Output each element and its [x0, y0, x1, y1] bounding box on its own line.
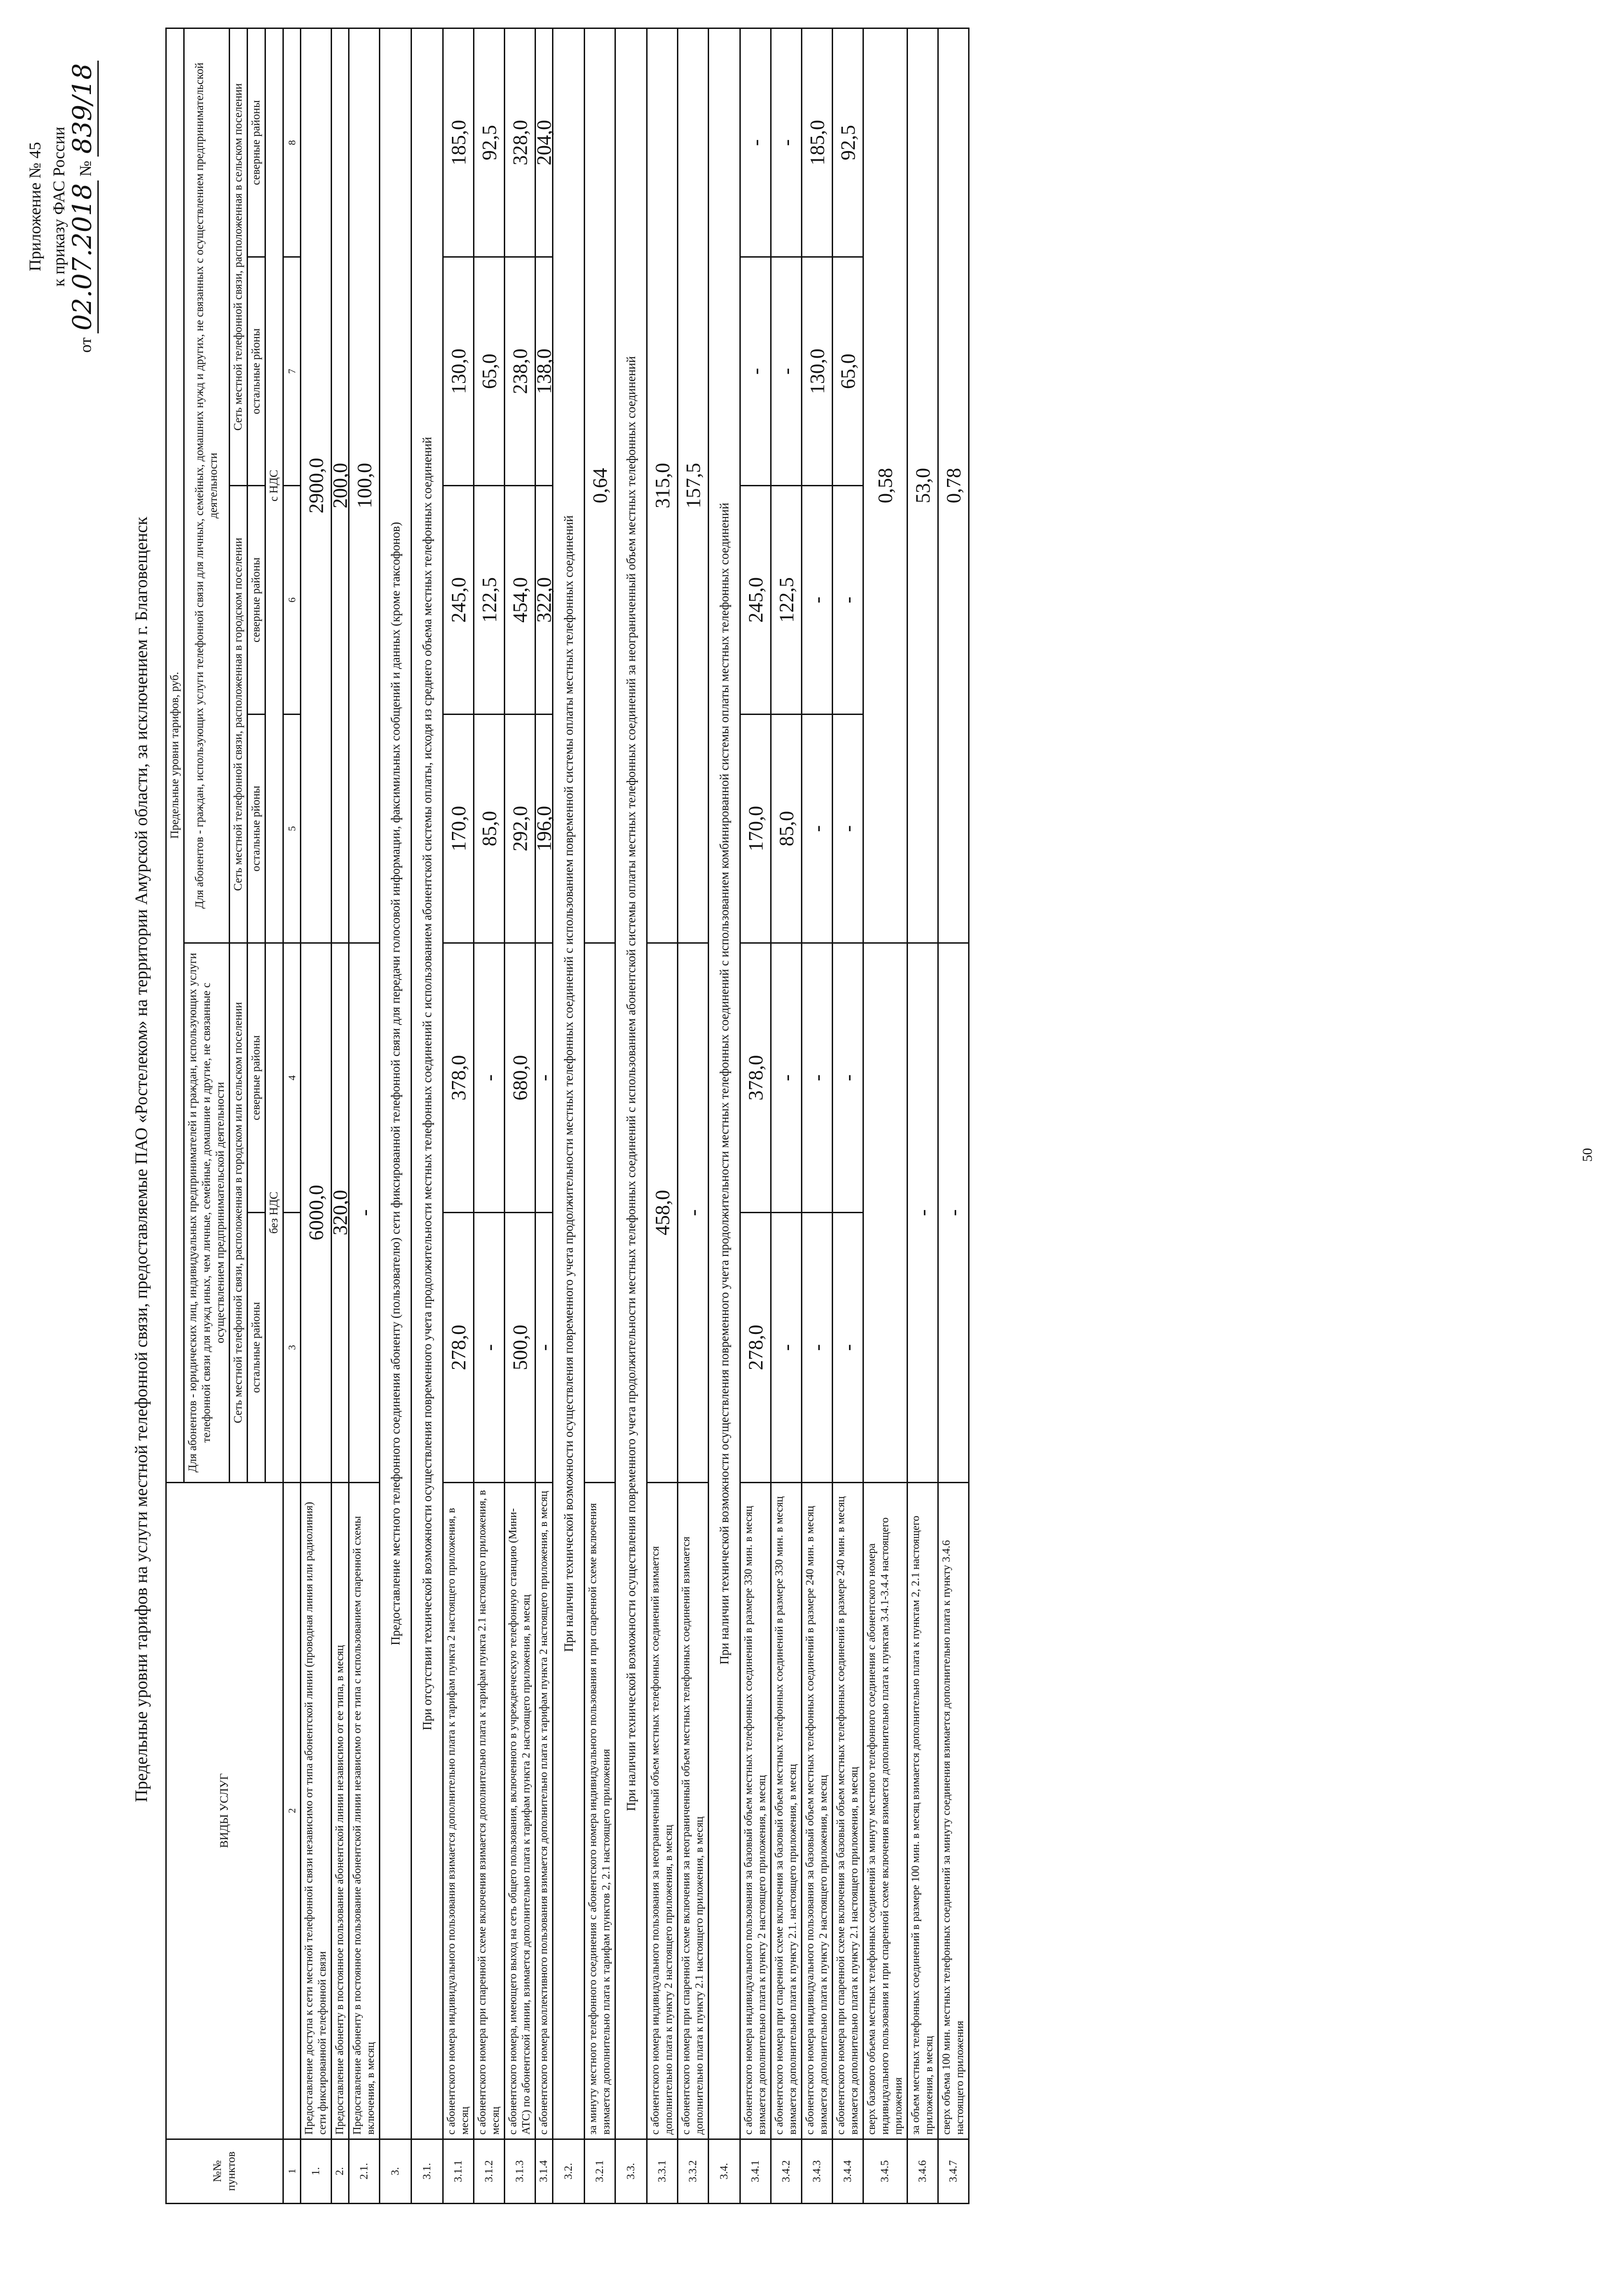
header-col-num: №№ пунктов: [166, 2139, 283, 2203]
table-row: [349, 28, 380, 2204]
number-prefix: №: [76, 160, 95, 177]
tariff-value: 454,0: [505, 486, 535, 715]
header-group-citizens: Для абонентов - граждан, использующих услуги телефонной связи для личных, семейных, домашних нужд и других, не связанных с осуществлением предпринимательской деятельности: [184, 28, 230, 943]
service-description: с абонентского номера индивидуального пользования за базовый объем местных телефонных соединений в размере 330 мин. в месяц взимается дополнительно плата к пункту 2 настоящего приложения, в месяц: [740, 1482, 771, 2139]
service-description: с абонентского номера при спаренной схеме включения за базовый объем местных телефонных соединений в размере 240 мин. в месяц взимается дополнительно плата к пункту 2.1 настоящего приложения, в месяц: [833, 1482, 863, 2139]
tariff-value: -: [833, 943, 863, 1212]
header-group-legal: Для абонентов - юридических лиц, индивидуальных предпринимателей и граждан, использующих услуги телефонной связи для нужд иных, чем личные, семейные, домашние и другие, не связанные с осуществлением предпринимательской деятельности: [184, 943, 230, 1482]
service-description: с абонентского номера при спаренной схеме включения взимается дополнительно плата к тарифам пункта 2.1 настоящего приложения, в месяц: [474, 1482, 505, 2139]
tariff-value-legal: -: [678, 943, 709, 1482]
table-row: [938, 28, 969, 2204]
tariff-value-legal: 6000,0: [301, 943, 332, 1482]
tariff-value-legal: 458,0: [647, 943, 678, 1482]
item-number: 3.3.: [615, 2139, 647, 2203]
service-description: Предоставление абоненту в постоянное пользование абонентской линии независимо от ее типа, в месяц: [332, 1482, 349, 2139]
table-row: [474, 28, 505, 2204]
tariff-value: -: [740, 257, 771, 486]
tariff-value: 185,0: [443, 28, 474, 257]
table-row: [332, 28, 349, 2204]
tariff-value-citizens: 0,58: [863, 28, 907, 943]
item-number: 3.1.1: [443, 2139, 474, 2203]
section-heading: При наличии технической возможности осуществления повременного учета продолжительности местных телефонных соединений с использованием комбинированной системы оплаты местных телефонных соединений: [709, 28, 740, 2139]
item-number: 3.3.1: [647, 2139, 678, 2203]
tariff-value-citizens: 0,78: [938, 28, 969, 943]
tariff-value-legal: -: [938, 943, 969, 1482]
tariff-table: [165, 28, 969, 2204]
service-description: Предоставление доступа к сети местной телефонной связи независимо от типа абонентской линии (проводная линия или радиолиния) сети фиксированной телефонной связи: [301, 1482, 332, 2139]
tariff-value: -: [535, 1213, 553, 1482]
column-index: 7: [283, 257, 301, 486]
tariff-value: -: [802, 715, 833, 943]
column-index: 3: [283, 1213, 301, 1482]
appendix-date-line: [68, 32, 97, 381]
tariff-value: 65,0: [474, 257, 505, 486]
section-row: [615, 28, 647, 2204]
service-description: Предоставление абоненту в постоянное пользование абонентской линии независимо от ее типа с использованием спаренной схемы включения, в месяц: [349, 1482, 380, 2139]
tariff-value: 170,0: [740, 715, 771, 943]
item-number: 3.4.4: [833, 2139, 863, 2203]
item-number: 3.4.7: [938, 2139, 969, 2203]
tariff-value: 92,5: [833, 28, 863, 257]
appendix-line-2: к приказу ФАС России: [50, 126, 68, 287]
section-heading: Предоставление местного телефонного соединения абоненту (пользователю) сети фиксированной телефонной связи для передачи голосовой информации, факсимильных сообщений и данных (кроме таксофонов): [380, 28, 411, 2139]
item-number: 2.1.: [349, 2139, 380, 2203]
service-description: за минуту местного телефонного соединения с абонентского номера индивидуального пользования и при спаренной схеме включения взимается дополнительно плата к тарифам пунктов 2, 2.1 настоящего приложения: [585, 1482, 615, 2139]
tariff-value: 185,0: [802, 28, 833, 257]
service-description: с абонентского номера коллективного пользования взимается дополнительно плата к тарифам пункта 2 настоящего приложения, в месяц: [535, 1482, 553, 2139]
tariff-value: 170,0: [443, 715, 474, 943]
tariff-value: 122,5: [771, 486, 802, 715]
column-index: 4: [283, 943, 301, 1212]
tariff-value: 130,0: [802, 257, 833, 486]
tariff-value: 92,5: [474, 28, 505, 257]
tariff-value: -: [833, 715, 863, 943]
header-other-5: остальные рйоны: [248, 715, 265, 943]
item-number: 3.1.4: [535, 2139, 553, 2203]
header-other-7: остальные рйоны: [248, 257, 265, 486]
section-row: [380, 28, 411, 2204]
column-index: 1: [283, 2139, 301, 2203]
column-index-row: [283, 28, 301, 2204]
item-number: 3.4.: [709, 2139, 740, 2203]
tariff-value-legal: [585, 943, 615, 1482]
tariff-value: -: [833, 1213, 863, 1482]
header-northern-6: северные районы: [248, 486, 265, 715]
column-index: 5: [283, 715, 301, 943]
item-number: 3.: [380, 2139, 411, 2203]
tariff-value-legal: [863, 943, 907, 1482]
item-number: 3.1.2: [474, 2139, 505, 2203]
item-number: 3.3.2: [678, 2139, 709, 2203]
service-description: с абонентского номера, имеющего выход на сеть общего пользования, включенного в учрежденческую телефонную станцию (Мини-АТС) по абонентской линии, взимается дополнительно плата к тарифам пункта 2 настоящего приложения, в месяц: [505, 1482, 535, 2139]
table-row: [505, 28, 535, 2204]
header-other-3: остальные районы: [248, 1213, 265, 1482]
tariff-value: 322,0: [535, 486, 553, 715]
tariff-value-citizens: 100,0: [349, 28, 380, 943]
table-row: [678, 28, 709, 2204]
tariff-value: -: [474, 1213, 505, 1482]
tariff-value: -: [535, 943, 553, 1212]
header-net-city: Сеть местной телефонной связи, расположенная в городском поселении: [230, 486, 248, 943]
section-row: [411, 28, 443, 2204]
service-description: за объем местных телефонных соединений в размере 100 мин. в месяц взимается дополнительно плата к пунктам 2, 2.1 настоящего приложения, в месяц: [907, 1482, 938, 2139]
tariff-value: -: [802, 1213, 833, 1482]
tariff-value: 500,0: [505, 1213, 535, 1482]
item-number: 3.2.1: [585, 2139, 615, 2203]
section-heading: При отсутствии технической возможности осуществления повременного учета продолжительности местных телефонных соединений с использованием абонентской системы оплаты, исходя из среднего объема местных телефонных соединений: [411, 28, 443, 2139]
tariff-value: 130,0: [443, 257, 474, 486]
handwritten-number: 839/18: [68, 61, 99, 157]
item-number: 3.4.2: [771, 2139, 802, 2203]
section-row: [553, 28, 585, 2204]
header-tariff-levels: Предельные уровни тарифов, руб.: [166, 28, 184, 1483]
tariff-value-legal: -: [349, 943, 380, 1482]
tariff-value: -: [802, 943, 833, 1212]
table-row: [647, 28, 678, 2204]
item-number: 3.4.6: [907, 2139, 938, 2203]
header-vat-incl: с НДС: [265, 28, 283, 943]
tariff-value: 204,0: [535, 28, 553, 257]
tariff-value-citizens: 200,0: [332, 28, 349, 943]
column-index: 2: [283, 1482, 301, 2139]
header-net-rural: Сеть местной телефонной связи, расположенная в сельском поселении: [230, 28, 248, 486]
tariff-value: 122,5: [474, 486, 505, 715]
service-description: сверх объема 100 мин. местных телефонных соединений за минуту соединения взимается дополнительно плата к пункту 3.4.6 настоящего приложения: [938, 1482, 969, 2139]
header-col-services: ВИДЫ УСЛУГ: [166, 1482, 283, 2139]
tariff-value-citizens: 315,0: [647, 28, 678, 943]
tariff-value: 680,0: [505, 943, 535, 1212]
service-description: с абонентского номера при спаренной схеме включения за неограниченный объем местных телефонных соединений взимается дополнительно плата к пункту 2.1 настоящего приложения, в месяц: [678, 1482, 709, 2139]
item-number: 3.2.: [553, 2139, 585, 2203]
tariff-value: -: [802, 486, 833, 715]
tariff-value: 378,0: [740, 943, 771, 1212]
document-title: Предельные уровни тарифов на услуги местной телефонной связи, предоставляемые ПАО «Ростелеком» на территории Амурской области, за исключением г. Благовещенск: [132, 517, 151, 1802]
service-description: с абонентского номера индивидуального пользования за базовый объем местных телефонных соединений в размере 240 мин. в месяц взимается дополнительно плата к пункту 2 настоящего приложения, в месяц: [802, 1482, 833, 2139]
tariff-value: 278,0: [443, 1213, 474, 1482]
page-number: 50: [1580, 1148, 1595, 1162]
tariff-value: 85,0: [474, 715, 505, 943]
tariff-value: 245,0: [740, 486, 771, 715]
tariff-value: -: [474, 943, 505, 1212]
tariff-value: -: [833, 486, 863, 715]
table-row: [585, 28, 615, 2204]
tariff-table-body: [166, 28, 969, 2204]
tariff-value: 378,0: [443, 943, 474, 1212]
section-heading: При наличии технической возможности осуществления повременного учета продолжительности местных телефонных соединений с использованием абонентской системы оплаты местных телефонных соединений за неограниченный объем местных телефонных соединений: [615, 28, 647, 2139]
tariff-value: 138,0: [535, 257, 553, 486]
header-net-city-rural: Сеть местной телефонной связи, расположенная в городском или сельском поселении: [230, 943, 248, 1482]
item-number: 3.1.3: [505, 2139, 535, 2203]
header-northern-4: северные районы: [248, 943, 265, 1212]
tariff-value: -: [771, 1213, 802, 1482]
tariff-value-citizens: 0,64: [585, 28, 615, 943]
tariff-value: -: [740, 28, 771, 257]
header-vat-excl: без НДС: [265, 943, 283, 1482]
tariff-value: 85,0: [771, 715, 802, 943]
tariff-value: 238,0: [505, 257, 535, 486]
tariff-value-citizens: 157,5: [678, 28, 709, 943]
header-northern-8: северные районы: [248, 28, 265, 257]
tariff-value: 196,0: [535, 715, 553, 943]
table-row: [833, 28, 863, 2204]
tariff-value: -: [771, 28, 802, 257]
tariff-value-citizens: 2900,0: [301, 28, 332, 943]
tariff-value: -: [771, 257, 802, 486]
table-row: [301, 28, 332, 2204]
header-row-1: [166, 28, 184, 2204]
appendix-header: [23, 32, 97, 381]
item-number: 3.4.3: [802, 2139, 833, 2203]
tariff-value: 292,0: [505, 715, 535, 943]
column-index: 6: [283, 486, 301, 715]
appendix-line-1: Приложение № 45: [26, 142, 44, 271]
table-row: [443, 28, 474, 2204]
handwritten-date: 02.07.2018: [68, 180, 99, 333]
tariff-value: 65,0: [833, 257, 863, 486]
table-row: [771, 28, 802, 2204]
section-row: [709, 28, 740, 2204]
item-number: 3.1.: [411, 2139, 443, 2203]
tariff-value-legal: -: [907, 943, 938, 1482]
table-row: [740, 28, 771, 2204]
section-heading: При наличии технической возможности осуществления повременного учета продолжительности местных телефонных соединений с использованием повременной системы оплаты местных телефонных соединений: [553, 28, 585, 2139]
column-index: 8: [283, 28, 301, 257]
table-row: [863, 28, 907, 2204]
table-row: [802, 28, 833, 2204]
service-description: сверх базового объема местных телефонных соединений за минуту местного телефонного соединения с абонентского номера индивидуального пользования и при спаренной схеме включения взимается дополнительно плата к пунктам 3.4.1-3.4.4 настоящего приложения: [863, 1482, 907, 2139]
tariff-value-citizens: 53,0: [907, 28, 938, 943]
service-description: с абонентского номера при спаренной схеме включения за базовый объем местных телефонных соединений в размере 330 мин. в месяц взимается дополнительно плата к пункту 2.1. настоящего приложения, в месяц: [771, 1482, 802, 2139]
tariff-value: -: [771, 943, 802, 1212]
date-prefix: от: [76, 337, 95, 353]
tariff-value-legal: 320,0: [332, 943, 349, 1482]
item-number: 1.: [301, 2139, 332, 2203]
item-number: 3.4.5: [863, 2139, 907, 2203]
table-row: [907, 28, 938, 2204]
service-description: с абонентского номера индивидуального пользования взимается дополнительно плата к тарифам пункта 2 настоящего приложения, в месяц: [443, 1482, 474, 2139]
service-description: с абонентского номера индивидуального пользования за неограниченный объем местных телефонных соединений взимается дополнительно плата к пункту 2 настоящего приложения, в месяц: [647, 1482, 678, 2139]
tariff-value: 278,0: [740, 1213, 771, 1482]
tariff-value: 245,0: [443, 486, 474, 715]
item-number: 3.4.1: [740, 2139, 771, 2203]
tariff-value: 328,0: [505, 28, 535, 257]
table-row: [535, 28, 553, 2204]
item-number: 2.: [332, 2139, 349, 2203]
